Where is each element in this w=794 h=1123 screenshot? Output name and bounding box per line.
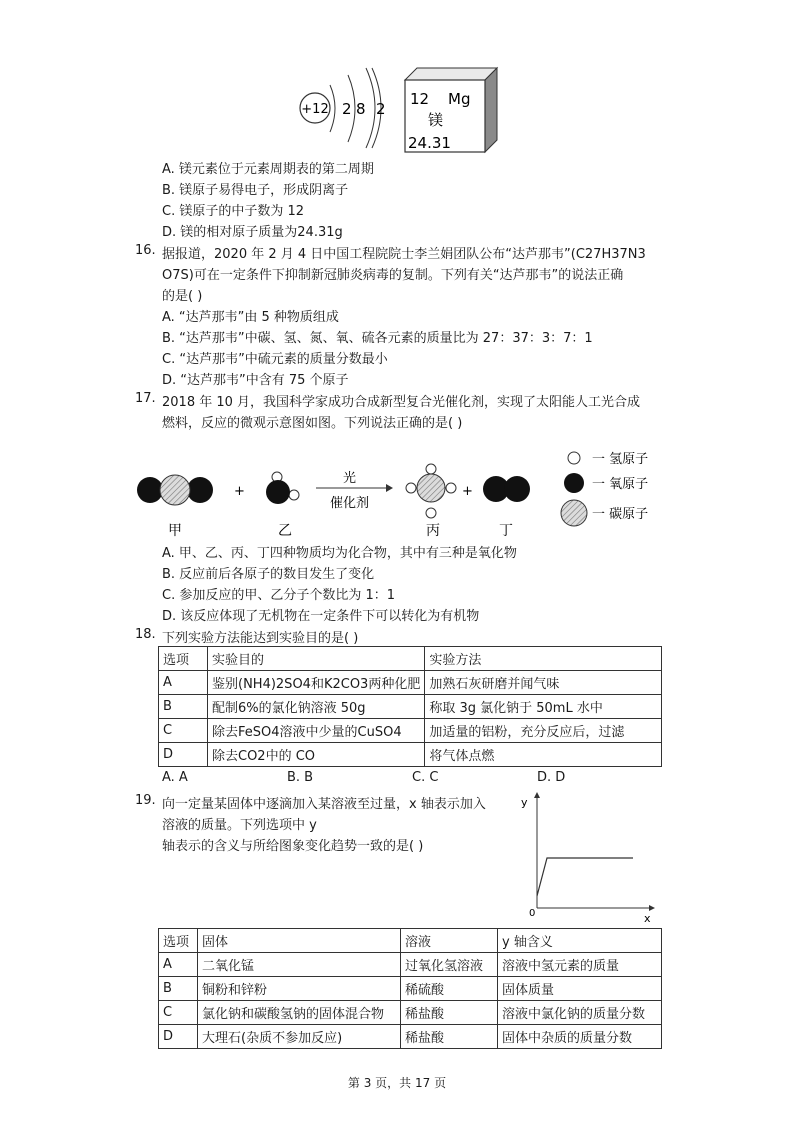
q17-option-d: D. 该反应体现了无机物在一定条件下可以转化为有机物 [162, 609, 480, 624]
shell-3-count: 2 [376, 100, 386, 118]
plus-sign-2: + [462, 484, 473, 499]
header-cell: 溶液 [401, 929, 498, 953]
tile-mass: 24.31 [408, 134, 451, 152]
molecule-jia [137, 475, 213, 505]
arrow-condition-bottom: 催化剂 [330, 496, 370, 511]
q18-answer-b: B. B [287, 770, 314, 785]
table-cell: 铜粉和锌粉 [198, 977, 401, 1001]
shell-1-count: 2 [342, 100, 352, 118]
nucleus-label: +12 [301, 102, 329, 117]
tile-symbol: Mg [448, 90, 471, 108]
graph-origin-label: 0 [529, 908, 536, 919]
q16-stem-line2: O7S)可在一定条件下抑制新冠肺炎病毒的复制。下列有关“达芦那韦”的说法正确 [162, 268, 624, 283]
table-cell: 二氧化锰 [198, 953, 401, 977]
table-row [159, 1001, 662, 1025]
q15-option-a: A. 镁元素位于元素周期表的第二周期 [162, 162, 374, 177]
q19-stem-line3: 轴表示的含义与所给图象变化趋势一致的是( ) [162, 839, 424, 854]
q19-stem-line1: 向一定量某固体中逐滴加入某溶液至过量，x 轴表示加入 [162, 797, 486, 812]
table-cell: B [159, 695, 208, 719]
header-cell: 固体 [198, 929, 401, 953]
header-cell: 选项 [159, 647, 208, 671]
table-cell: 溶液中氢元素的质量 [498, 953, 662, 977]
table-row [159, 977, 662, 1001]
q19-graph [515, 790, 660, 925]
table-cell: 固体质量 [498, 977, 662, 1001]
table-row [159, 1025, 662, 1049]
tile-atomic-number: 12 [410, 90, 430, 108]
q17-option-b: B. 反应前后各原子的数目发生了变化 [162, 567, 375, 582]
plus-sign-1: + [234, 484, 245, 499]
q17-option-c: C. 参加反应的甲、乙分子个数比为 1：1 [162, 588, 396, 603]
q16-option-d: D. “达芦那韦”中含有 75 个原子 [162, 373, 349, 388]
table-cell: 加适量的铝粉，充分反应后，过滤 [425, 719, 662, 743]
table-cell: D [159, 743, 208, 767]
table-cell: 稀硫酸 [401, 977, 498, 1001]
table-cell: 大理石(杂质不参加反应) [198, 1025, 401, 1049]
tile-name: 镁 [428, 111, 444, 129]
q18-stem: 下列实验方法能达到实验目的是( ) [162, 631, 359, 646]
q17-stem-line1: 2018 年 10 月，我国科学家成功合成新型复合光催化剂，实现了太阳能人工光合成 [162, 395, 641, 410]
table-cell: 称取 3g 氯化钠于 50mL 水中 [425, 695, 662, 719]
shell-2-count: 8 [356, 100, 366, 118]
q19-stem-line2: 溶液的质量。下列选项中 y [162, 818, 317, 833]
q15-option-b: B. 镁原子易得电子，形成阴离子 [162, 183, 349, 198]
q15-option-d: D. 镁的相对原子质量为24.31g [162, 225, 343, 240]
legend-hydrogen: 一 氢原子 [592, 452, 649, 467]
q17-option-a: A. 甲、乙、丙、丁四种物质均为化合物，其中有三种是氧化物 [162, 546, 517, 561]
q17-number: 17. [135, 391, 156, 406]
table-cell: 稀盐酸 [401, 1025, 498, 1049]
q16-number: 16. [135, 243, 156, 258]
table-cell: C [159, 719, 208, 743]
legend-carbon-symbol [561, 500, 587, 526]
table-cell: 加熟石灰研磨并闻气味 [425, 671, 662, 695]
table-cell: 溶液中氯化钠的质量分数 [498, 1001, 662, 1025]
q18-answer-c: C. C [412, 770, 439, 785]
table-header-row [159, 929, 662, 953]
q18-table [158, 646, 662, 767]
label-jia: 甲 [168, 523, 182, 539]
table-cell: A [159, 671, 208, 695]
arrow-condition-top: 光 [343, 471, 357, 486]
q15-option-c: C. 镁原子的中子数为 12 [162, 204, 305, 219]
header-cell: 实验方法 [425, 647, 662, 671]
reaction-diagram [130, 445, 670, 540]
q16-option-c: C. “达芦那韦”中硫元素的质量分数最小 [162, 352, 388, 367]
table-cell: 除去FeSO4溶液中少量的CuSO4 [208, 719, 425, 743]
molecule-bing [406, 464, 456, 518]
table-cell: 除去CO2中的 CO [208, 743, 425, 767]
header-cell: 选项 [159, 929, 198, 953]
graph-x-label: x [644, 912, 651, 925]
table-cell: D [159, 1025, 198, 1049]
graph-y-label: y [521, 796, 528, 809]
table-cell: A [159, 953, 198, 977]
table-cell: 氯化钠和碳酸氢钠的固体混合物 [198, 1001, 401, 1025]
table-cell: 将气体点燃 [425, 743, 662, 767]
q16-stem-line3: 的是( ) [162, 289, 203, 304]
table-cell: C [159, 1001, 198, 1025]
legend-hydrogen-symbol [568, 452, 580, 464]
header-cell: 实验目的 [208, 647, 425, 671]
q16-stem-line1: 据报道，2020 年 2 月 4 日中国工程院院士李兰娟团队公布“达芦那韦”(C27H37N3 [162, 247, 646, 262]
table-row [159, 719, 662, 743]
label-ding: 丁 [499, 523, 513, 539]
q18-answer-a: A. A [162, 770, 188, 785]
magnesium-figure [290, 60, 510, 155]
table-cell: 过氧化氢溶液 [401, 953, 498, 977]
q19-table [158, 928, 662, 1049]
table-cell: B [159, 977, 198, 1001]
q19-number: 19. [135, 793, 156, 808]
molecule-yi [266, 472, 299, 504]
page-footer: 第 3 页，共 17 页 [347, 1076, 447, 1090]
q16-option-b: B. “达芦那韦”中碳、氢、氮、氧、硫各元素的质量比为 27：37：3：7：1 [162, 331, 593, 346]
table-cell: 鉴别(NH4)2SO4和K2CO3两种化肥 [208, 671, 425, 695]
table-cell: 固体中杂质的质量分数 [498, 1025, 662, 1049]
header-cell: y 轴含义 [498, 929, 662, 953]
molecule-ding [483, 476, 530, 502]
table-row [159, 953, 662, 977]
q17-stem-line2: 燃料，反应的微观示意图如图。下列说法正确的是( ) [162, 416, 463, 431]
legend-oxygen: 一 氧原子 [592, 477, 649, 492]
legend-carbon: 一 碳原子 [592, 507, 649, 522]
table-row [159, 671, 662, 695]
label-yi: 乙 [278, 523, 292, 539]
table-header-row [159, 647, 662, 671]
table-row [159, 743, 662, 767]
q16-option-a: A. “达芦那韦”由 5 种物质组成 [162, 310, 339, 325]
q18-answer-d: D. D [537, 770, 566, 785]
label-bing: 丙 [426, 523, 440, 539]
table-cell: 稀盐酸 [401, 1001, 498, 1025]
table-row [159, 695, 662, 719]
legend-oxygen-symbol [564, 473, 584, 493]
graph-curve [537, 858, 633, 896]
q18-number: 18. [135, 627, 156, 642]
table-cell: 配制6%的氯化钠溶液 50g [208, 695, 425, 719]
